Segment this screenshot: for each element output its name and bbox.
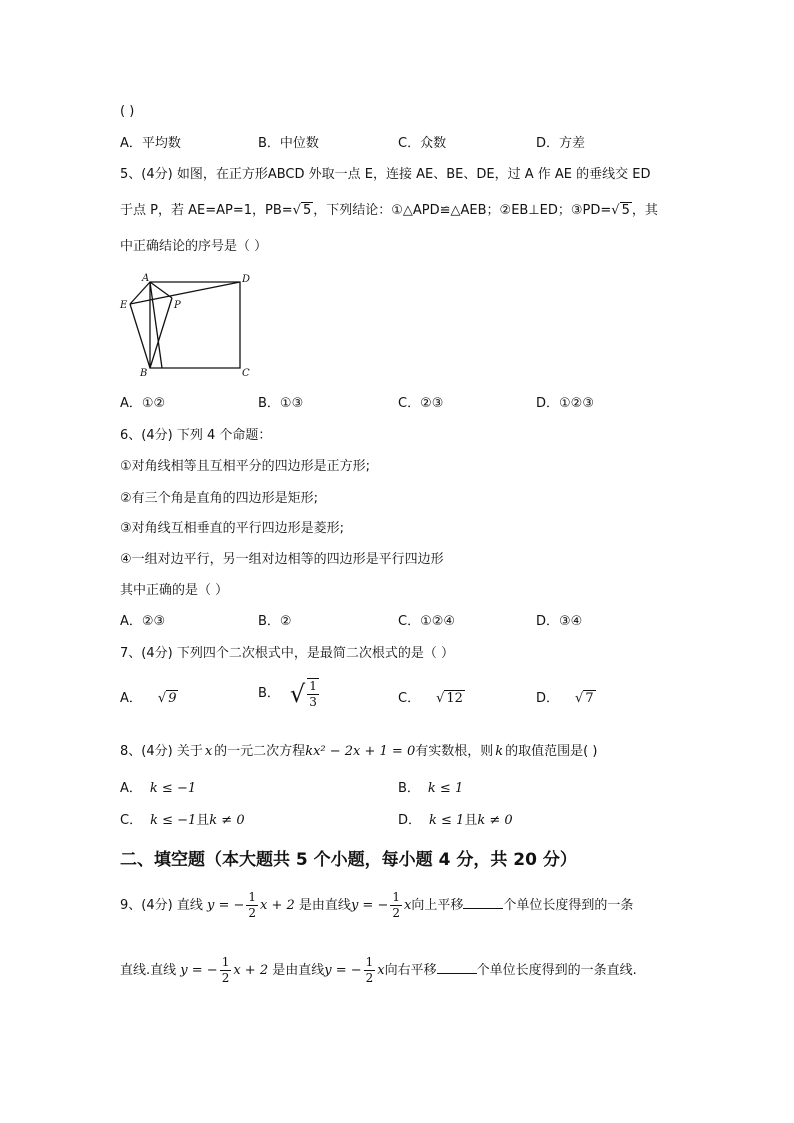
- segment-ab-diag: [150, 282, 162, 368]
- sqrt-5: √ 5: [292, 203, 312, 218]
- q6-statement-1: ①对角线相等且互相平分的四边形是正方形;: [120, 459, 371, 474]
- q5-option-a: A．①②: [120, 396, 166, 411]
- q5-option-b: B．①③: [258, 396, 304, 411]
- q5-stem-line3: 中正确结论的序号是（ ）: [120, 239, 268, 254]
- label-p: P: [174, 300, 181, 311]
- q8-option-d: D． k ≤ 1且k ≠ 0: [398, 813, 513, 828]
- q6-stem: 6、(4分) 下列 4 个命题：: [120, 428, 272, 443]
- q5-stem-line1: 5、(4分) 如图，在正方形ABCD 外取一点 E，连接 AE、BE、DE，过 A 作 AE 的垂线交 ED: [120, 167, 651, 182]
- q5-stem-line2: 于点 P，若 AE=AP=1，PB=√ 5 ，下列结论：①△APD≌△AEB；②EB⊥ED；③PD=√ 5 ，其: [120, 203, 658, 218]
- q7-stem: 7、(4分) 下列四个二次根式中，是最简二次根式的是（ ）: [120, 646, 454, 661]
- label-a: A: [142, 273, 150, 284]
- section-heading: 二、填空题（本大题共 5 个小题，每小题 4 分，共 20 分）: [120, 850, 577, 870]
- q6-statement-2: ②有三个角是直角的四边形是矩形;: [120, 491, 319, 506]
- q6-option-a: A．②③: [120, 614, 166, 629]
- q6-option-d: D．③④: [536, 614, 583, 629]
- q4-option-c: C．众数: [398, 136, 447, 151]
- q8-stem: 8、(4分) 关于 x 的一元二次方程kx² − 2x + 1 = 0有实数根，则 k 的取值范围是( ): [120, 744, 598, 759]
- label-e: E: [120, 300, 128, 311]
- q9-line2: 直线.直线 y = − $\frac{1}{2}$ x + 2 是由直线y = − $\frac{1}{2}$ x向右平移 个单位长度得到的一条直线.: [120, 955, 637, 985]
- q5-figure: [118, 270, 258, 380]
- q8-equation: kx² − 2x + 1 = 0: [305, 744, 416, 759]
- q4-option-a: A．平均数: [120, 136, 181, 151]
- q8-option-c: C． k ≤ −1且k ≠ 0: [120, 813, 245, 828]
- q5-option-c: C．②③: [398, 396, 444, 411]
- q9-blank-2[interactable]: [437, 961, 477, 974]
- q9-line1: 9、(4分) 直线 y = − $\frac{1}{2}$ x + 2 是由直线y = − $\frac{1}{2}$ x向上平移 个单位长度得到的一条: [120, 890, 634, 920]
- q7-option-c: C． √ 12: [398, 691, 463, 706]
- q7-option-b: B． √ $\frac{1}{3}$: [258, 679, 317, 709]
- label-b: B: [140, 368, 148, 379]
- q6-statement-4: ④一组对边平行，另一组对边相等的四边形是平行四边形: [120, 552, 444, 567]
- segment-ap: [150, 282, 172, 298]
- q4-option-d: D．方差: [536, 136, 586, 151]
- q4-answer-paren: ( ): [120, 104, 135, 119]
- q8-option-a: A． k ≤ −1: [120, 781, 197, 796]
- q6-question: 其中正确的是（ ）: [120, 583, 229, 598]
- segment-eb: [130, 304, 150, 368]
- q6-option-c: C．①②④: [398, 614, 456, 629]
- sqrt-5: √ 5: [611, 203, 630, 218]
- q7-option-d: D． √ 7: [536, 691, 594, 706]
- q6-statement-3: ③对角线互相垂直的平行四边形是菱形;: [120, 521, 345, 536]
- q5-option-d: D．①②③: [536, 396, 594, 411]
- label-d: D: [242, 274, 251, 285]
- q8-option-b: B． k ≤ 1: [398, 781, 464, 796]
- label-c: C: [242, 368, 250, 379]
- q9-blank-1[interactable]: [463, 896, 503, 909]
- q6-option-b: B．②: [258, 614, 292, 629]
- q4-option-b: B．中位数: [258, 136, 319, 151]
- q7-option-a: A． √ 9: [120, 691, 177, 706]
